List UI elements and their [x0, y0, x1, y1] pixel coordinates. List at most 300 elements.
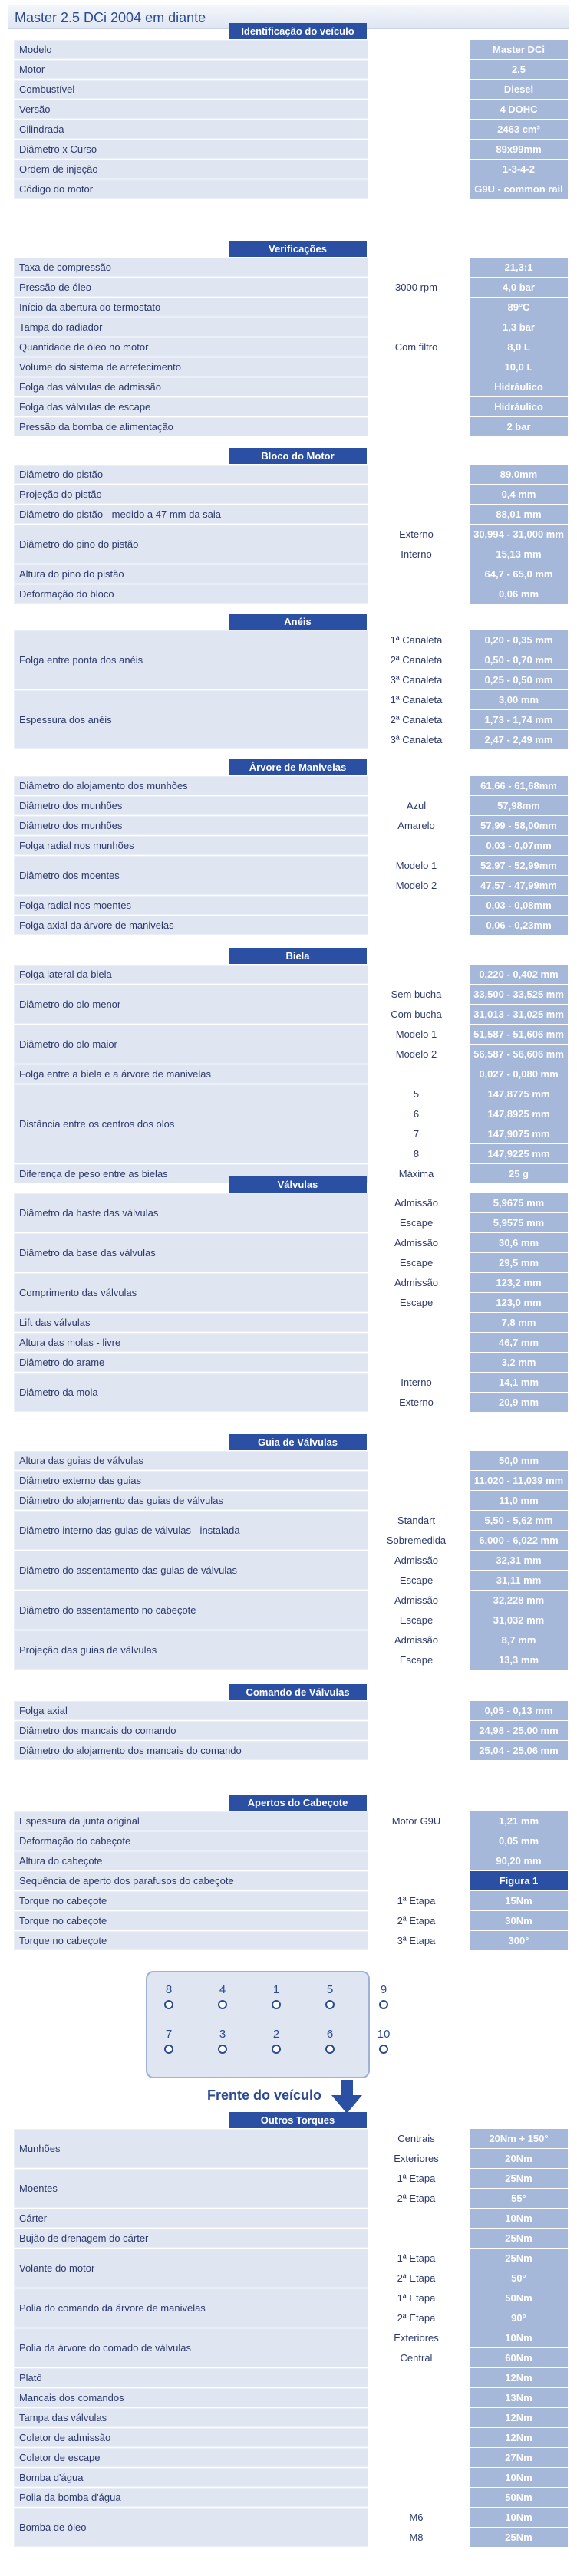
spec-value: 31,013 - 31,025 mm [470, 1005, 568, 1024]
spec-condition: Máxima [368, 1164, 464, 1183]
spec-condition: Modelo 2 [368, 876, 464, 895]
spec-value: 25Nm [470, 2528, 568, 2547]
spec-label: Diâmetro do alojamento das guias de válvulas [14, 1491, 368, 1510]
spec-label: Altura das guias de válvulas [14, 1451, 368, 1470]
spec-value: 47,57 - 47,99mm [470, 876, 568, 895]
spec-value: 31,11 mm [470, 1571, 568, 1590]
spec-condition: Escape [368, 1293, 464, 1312]
spec-condition: Escape [368, 1650, 464, 1670]
section-title: Bloco do Motor [229, 448, 367, 464]
spec-value: 88,01 mm [470, 505, 568, 524]
spec-label: Versão [14, 100, 368, 119]
spec-row [14, 796, 568, 815]
spec-value: 12Nm [470, 2408, 568, 2427]
bolt-number: 1 [272, 1983, 280, 1996]
spec-condition [368, 298, 464, 317]
spec-label: Diâmetro x Curso [14, 140, 368, 159]
spec-label: Tampa do radiador [14, 317, 368, 337]
spec-row [14, 465, 568, 484]
spec-value: 0,06 - 0,23mm [470, 916, 568, 935]
spec-value: 147,9075 mm [470, 1124, 568, 1143]
spec-label-merged: Diâmetro do assentamento das guias de válvulas [14, 1551, 368, 1590]
spec-label: Torque no cabeçote [14, 1891, 368, 1910]
spec-row [14, 1701, 568, 1720]
spec-label-merged: Diâmetro dos moentes [14, 856, 368, 895]
bolt-number: 5 [326, 1983, 334, 1996]
spec-label: Folga lateral da biela [14, 965, 368, 984]
spec-condition: Interno [368, 544, 464, 564]
spec-label-merged: Diâmetro interno das guias de válvulas - instalada [14, 1511, 368, 1550]
section-identificacao [14, 23, 568, 199]
section-header [14, 2112, 568, 2129]
spec-condition: Admissão [368, 1591, 464, 1610]
spec-condition [368, 60, 464, 79]
spec-value: 21,3:1 [470, 258, 568, 277]
bolt-hole-icon [218, 2000, 227, 2009]
bolt-8 [153, 1983, 184, 2009]
spec-label: Torque no cabeçote [14, 1911, 368, 1930]
spec-condition [368, 2209, 464, 2228]
spec-value: 8,0 L [470, 337, 568, 357]
spec-condition: 2ª Canaleta [368, 710, 464, 729]
spec-rows [14, 1193, 568, 1412]
spec-label: Taxa de compressão [14, 258, 368, 277]
spec-value: 25,04 - 25,06 mm [470, 1741, 568, 1760]
spec-condition: Admissão [368, 1551, 464, 1570]
section-header [14, 948, 568, 965]
spec-condition: 7 [368, 1124, 464, 1143]
bolt-sequence-diagram [146, 1971, 391, 2078]
bolt-6 [315, 2028, 345, 2054]
spec-condition: Escape [368, 1213, 464, 1232]
spec-label-merged: Comprimento das válvulas [14, 1273, 368, 1312]
spec-value: 5,50 - 5,62 mm [470, 1511, 568, 1530]
spec-condition: Admissão [368, 1233, 464, 1252]
section-outros [14, 2112, 568, 2548]
spec-value: 90,20 mm [470, 1851, 568, 1870]
bolt-hole-icon [218, 2045, 227, 2054]
spec-value: 6,000 - 6,022 mm [470, 1531, 568, 1550]
spec-value: 2463 cm³ [470, 120, 568, 139]
spec-label: Altura do pino do pistão [14, 564, 368, 584]
spec-condition: Exteriores [368, 2149, 464, 2168]
section-header [14, 1795, 568, 1811]
spec-condition [368, 2468, 464, 2487]
section-header [14, 448, 568, 465]
spec-row [14, 1911, 568, 1930]
spec-row [14, 1353, 568, 1372]
spec-row [14, 1831, 568, 1851]
spec-value: 10Nm [470, 2328, 568, 2347]
spec-row [14, 140, 568, 159]
spec-label: Projeção do pistão [14, 485, 368, 504]
bolt-number: 8 [165, 1983, 173, 1996]
spec-condition: Externo [368, 1393, 464, 1412]
spec-value: 1,3 bar [470, 317, 568, 337]
spec-condition: 2ª Etapa [368, 2308, 464, 2328]
spec-condition: Modelo 1 [368, 1025, 464, 1044]
section-header [14, 23, 568, 40]
spec-row [14, 1313, 568, 1332]
spec-rows [14, 465, 568, 604]
section-bloco [14, 448, 568, 604]
spec-value: 0,25 - 0,50 mm [470, 670, 568, 689]
spec-value: 56,587 - 56,606 mm [470, 1045, 568, 1064]
spec-condition: Centrais [368, 2129, 464, 2148]
spec-condition [368, 160, 464, 179]
spec-condition: 3ª Canaleta [368, 730, 464, 749]
spec-row [14, 1741, 568, 1760]
spec-value: 2,47 - 2,49 mm [470, 730, 568, 749]
spec-value: 14,1 mm [470, 1373, 568, 1392]
spec-condition: 1ª Etapa [368, 2249, 464, 2268]
spec-row [14, 1451, 568, 1470]
spec-rows [14, 40, 568, 199]
spec-label: Código do motor [14, 179, 368, 199]
spec-value: 300° [470, 1931, 568, 1950]
spec-value: 0,220 - 0,402 mm [470, 965, 568, 984]
spec-value: 1-3-4-2 [470, 160, 568, 179]
spec-condition: 1ª Canaleta [368, 630, 464, 650]
spec-value: 147,8925 mm [470, 1104, 568, 1124]
spec-value: 10Nm [470, 2468, 568, 2487]
spec-condition: Externo [368, 525, 464, 544]
spec-label: Diâmetro do arame [14, 1353, 368, 1372]
spec-row [14, 1721, 568, 1740]
spec-condition: Escape [368, 1571, 464, 1590]
bolt-10 [368, 2028, 399, 2054]
spec-condition [368, 1741, 464, 1760]
spec-value: 0,4 mm [470, 485, 568, 504]
spec-condition: Com filtro [368, 337, 464, 357]
spec-row [14, 357, 568, 377]
spec-condition: Com bucha [368, 1005, 464, 1024]
spec-condition [368, 120, 464, 139]
spec-condition [368, 965, 464, 984]
section-biela [14, 948, 568, 1184]
bolt-hole-icon [379, 2045, 388, 2054]
spec-value: 11,0 mm [470, 1491, 568, 1510]
spec-label: Combustível [14, 80, 368, 99]
section-header [14, 1434, 568, 1451]
spec-condition: Azul [368, 796, 464, 815]
spec-condition: 6 [368, 1104, 464, 1124]
spec-label: Cilindrada [14, 120, 368, 139]
spec-value: 10,0 L [470, 357, 568, 377]
bolt-number: 6 [326, 2028, 334, 2041]
spec-condition: Exteriores [368, 2328, 464, 2347]
spec-condition: Interno [368, 1373, 464, 1392]
spec-condition [368, 1831, 464, 1851]
spec-label: Coletor de escape [14, 2448, 368, 2467]
bolt-number: 2 [272, 2028, 280, 2041]
spec-value: 89,0mm [470, 465, 568, 484]
section-title: Anéis [229, 614, 367, 630]
spec-condition [368, 357, 464, 377]
spec-label-merged: Diâmetro do assentamento no cabeçote [14, 1591, 368, 1630]
bolt-7 [153, 2028, 184, 2054]
spec-label: Deformação do bloco [14, 584, 368, 604]
spec-label: Diferença de peso entre as bielas [14, 1164, 368, 1183]
spec-label: Diâmetro dos mancais do comando [14, 1721, 368, 1740]
spec-label: Sequência de aperto dos parafusos do cabeçote [14, 1871, 368, 1890]
spec-label-merged: Diâmetro do pino do pistão [14, 525, 368, 564]
spec-value: 8,7 mm [470, 1630, 568, 1650]
spec-row [14, 2448, 568, 2467]
spec-row [14, 485, 568, 504]
spec-row [14, 2368, 568, 2387]
spec-condition [368, 1701, 464, 1720]
spec-row [14, 2408, 568, 2427]
spec-label-merged: Diâmetro da base das válvulas [14, 1233, 368, 1272]
section-title: Comando de Válvulas [229, 1684, 367, 1700]
spec-value: 50Nm [470, 2288, 568, 2308]
spec-label: Folga das válvulas de escape [14, 397, 368, 416]
spec-row [14, 1851, 568, 1870]
spec-rows [14, 965, 568, 1183]
spec-condition: Sem bucha [368, 985, 464, 1004]
spec-condition [368, 377, 464, 396]
spec-value: 29,5 mm [470, 1253, 568, 1272]
spec-condition [368, 1491, 464, 1510]
spec-value: 3,00 mm [470, 690, 568, 709]
bolt-number: 10 [377, 2028, 391, 2041]
spec-row [14, 816, 568, 835]
spec-condition [368, 1851, 464, 1870]
spec-row [14, 1064, 568, 1084]
spec-value: 12Nm [470, 2428, 568, 2447]
spec-row [14, 564, 568, 584]
section-guia [14, 1434, 568, 1670]
spec-condition: Admissão [368, 1193, 464, 1212]
spec-rows [14, 1451, 568, 1670]
spec-condition [368, 179, 464, 199]
spec-row [14, 40, 568, 59]
spec-value: 0,20 - 0,35 mm [470, 630, 568, 650]
spec-condition: 1ª Canaleta [368, 690, 464, 709]
bolt-number: 9 [380, 1983, 387, 1996]
spec-label: Deformação do cabeçote [14, 1831, 368, 1851]
spec-label: Diâmetro do pistão [14, 465, 368, 484]
spec-value: Figura 1 [470, 1871, 568, 1890]
spec-value: Hidráulico [470, 377, 568, 396]
spec-condition: Admissão [368, 1630, 464, 1650]
spec-condition [368, 776, 464, 795]
spec-condition: 1ª Etapa [368, 1891, 464, 1910]
spec-row [14, 317, 568, 337]
spec-label: Cárter [14, 2209, 368, 2228]
spec-label: Diâmetro dos munhões [14, 796, 368, 815]
section-header [14, 241, 568, 258]
spec-condition [368, 417, 464, 436]
spec-row [14, 80, 568, 99]
spec-row [14, 896, 568, 915]
spec-condition: Modelo 2 [368, 1045, 464, 1064]
spec-label: Quantidade de óleo no motor [14, 337, 368, 357]
bolt-1 [261, 1983, 292, 2009]
spec-row [14, 916, 568, 935]
spec-value: 33,500 - 33,525 mm [470, 985, 568, 1004]
spec-value: 7,8 mm [470, 1313, 568, 1332]
spec-value: 61,66 - 61,68mm [470, 776, 568, 795]
spec-value: 147,8775 mm [470, 1084, 568, 1104]
spec-condition [368, 485, 464, 504]
spec-row [14, 377, 568, 396]
spec-value: 5,9675 mm [470, 1193, 568, 1212]
bolt-hole-icon [325, 2045, 335, 2054]
spec-condition: 2ª Etapa [368, 2189, 464, 2208]
spec-condition [368, 1064, 464, 1084]
spec-row [14, 160, 568, 179]
spec-label: Torque no cabeçote [14, 1931, 368, 1950]
section-title: Identificação do veículo [229, 23, 367, 39]
spec-row [14, 776, 568, 795]
spec-label: Ordem de injeção [14, 160, 368, 179]
spec-value: 10Nm [470, 2209, 568, 2228]
spec-row [14, 1471, 568, 1490]
section-title: Apertos do Cabeçote [229, 1795, 367, 1811]
spec-value: 46,7 mm [470, 1333, 568, 1352]
spec-condition [368, 317, 464, 337]
bolt-2 [261, 2028, 292, 2054]
spec-value: 64,7 - 65,0 mm [470, 564, 568, 584]
spec-value: 30,6 mm [470, 1233, 568, 1252]
spec-row [14, 100, 568, 119]
section-title: Válvulas [229, 1176, 367, 1193]
spec-rows [14, 2129, 568, 2547]
spec-value: 147,9225 mm [470, 1144, 568, 1163]
section-title: Verificações [229, 241, 367, 257]
spec-row [14, 1891, 568, 1910]
spec-value: 0,06 mm [470, 584, 568, 604]
spec-condition [368, 505, 464, 524]
spec-value: 57,99 - 58,00mm [470, 816, 568, 835]
spec-condition [368, 2368, 464, 2387]
spec-label: Início da abertura do termostato [14, 298, 368, 317]
spec-condition [368, 836, 464, 855]
spec-value: G9U - common rail [470, 179, 568, 199]
spec-label: Folga radial nos munhões [14, 836, 368, 855]
spec-value: 24,98 - 25,00 mm [470, 1721, 568, 1740]
spec-label-merged: Volante do motor [14, 2249, 368, 2288]
spec-label-merged: Polia do comando da árvore de manivelas [14, 2288, 368, 2328]
spec-label: Folga das válvulas de admissão [14, 377, 368, 396]
spec-condition [368, 896, 464, 915]
spec-value: 50° [470, 2268, 568, 2288]
spec-rows [14, 1701, 568, 1760]
spec-label-merged: Folga entre ponta dos anéis [14, 630, 368, 689]
spec-row [14, 120, 568, 139]
spec-row [14, 1811, 568, 1831]
spec-value: 55° [470, 2189, 568, 2208]
spec-row [14, 258, 568, 277]
bolt-4 [207, 1983, 238, 2009]
spec-row [14, 2209, 568, 2228]
spec-value: 57,98mm [470, 796, 568, 815]
spec-label: Folga axial da árvore de manivelas [14, 916, 368, 935]
section-header [14, 1176, 568, 1193]
spec-value: 25Nm [470, 2169, 568, 2188]
spec-label-merged: Espessura dos anéis [14, 690, 368, 749]
spec-value: 11,020 - 11,039 mm [470, 1471, 568, 1490]
spec-condition [368, 2408, 464, 2427]
spec-row [14, 278, 568, 297]
section-comando [14, 1684, 568, 1761]
spec-condition: Modelo 1 [368, 856, 464, 875]
spec-label: Bomba d'água [14, 2468, 368, 2487]
spec-label: Pressão de óleo [14, 278, 368, 297]
spec-label-merged: Diâmetro do olo maior [14, 1025, 368, 1064]
spec-condition [368, 2229, 464, 2248]
bolt-9 [368, 1983, 399, 2009]
spec-value: 31,032 mm [470, 1610, 568, 1630]
spec-label-merged: Diâmetro da mola [14, 1373, 368, 1412]
spec-label: Altura das molas - livre [14, 1333, 368, 1352]
spec-label: Motor [14, 60, 368, 79]
spec-label: Altura do cabeçote [14, 1851, 368, 1870]
section-verificacoes [14, 241, 568, 437]
spec-condition [368, 2488, 464, 2507]
spec-condition [368, 1333, 464, 1352]
spec-condition [368, 2428, 464, 2447]
spec-condition: 3ª Etapa [368, 1931, 464, 1950]
spec-condition: Standart [368, 1511, 464, 1530]
section-header [14, 1684, 568, 1701]
spec-value: 5,9575 mm [470, 1213, 568, 1232]
spec-value: 123,2 mm [470, 1273, 568, 1292]
spec-label: Folga entre a biela e a árvore de manivelas [14, 1064, 368, 1084]
spec-condition [368, 584, 464, 604]
spec-row [14, 1333, 568, 1352]
spec-row [14, 2488, 568, 2507]
spec-condition [368, 2388, 464, 2407]
spec-condition: 1ª Etapa [368, 2169, 464, 2188]
spec-label: Polia da bomba d'água [14, 2488, 368, 2507]
spec-condition: 3ª Canaleta [368, 670, 464, 689]
spec-row [14, 60, 568, 79]
section-title: Biela [229, 948, 367, 964]
spec-label: Coletor de admissão [14, 2428, 368, 2447]
spec-label: Diâmetro do pistão - medido a 47 mm da saia [14, 505, 368, 524]
spec-condition [368, 1721, 464, 1740]
spec-label-merged: Projeção das guias de válvulas [14, 1630, 368, 1670]
spec-condition [368, 1471, 464, 1490]
spec-row [14, 417, 568, 436]
spec-label-merged: Bomba de óleo [14, 2508, 368, 2547]
spec-value: 25Nm [470, 2249, 568, 2268]
spec-label-merged: Diâmetro do olo menor [14, 985, 368, 1024]
spec-label-merged: Diâmetro da haste das válvulas [14, 1193, 368, 1232]
spec-condition [368, 397, 464, 416]
spec-condition: M8 [368, 2528, 464, 2547]
spec-rows [14, 1811, 568, 1950]
spec-value: Hidráulico [470, 397, 568, 416]
spec-value: 20,9 mm [470, 1393, 568, 1412]
spec-condition: 2ª Etapa [368, 1911, 464, 1930]
spec-condition: Escape [368, 1610, 464, 1630]
spec-row [14, 2428, 568, 2447]
spec-condition: 1ª Etapa [368, 2288, 464, 2308]
spec-value: Diesel [470, 80, 568, 99]
spec-value: 90° [470, 2308, 568, 2328]
spec-value: 89x99mm [470, 140, 568, 159]
spec-condition: Amarelo [368, 816, 464, 835]
spec-value: 0,03 - 0,08mm [470, 896, 568, 915]
bolt-hole-icon [164, 2045, 173, 2054]
spec-condition [368, 1313, 464, 1332]
spec-row [14, 584, 568, 604]
spec-rows [14, 776, 568, 935]
